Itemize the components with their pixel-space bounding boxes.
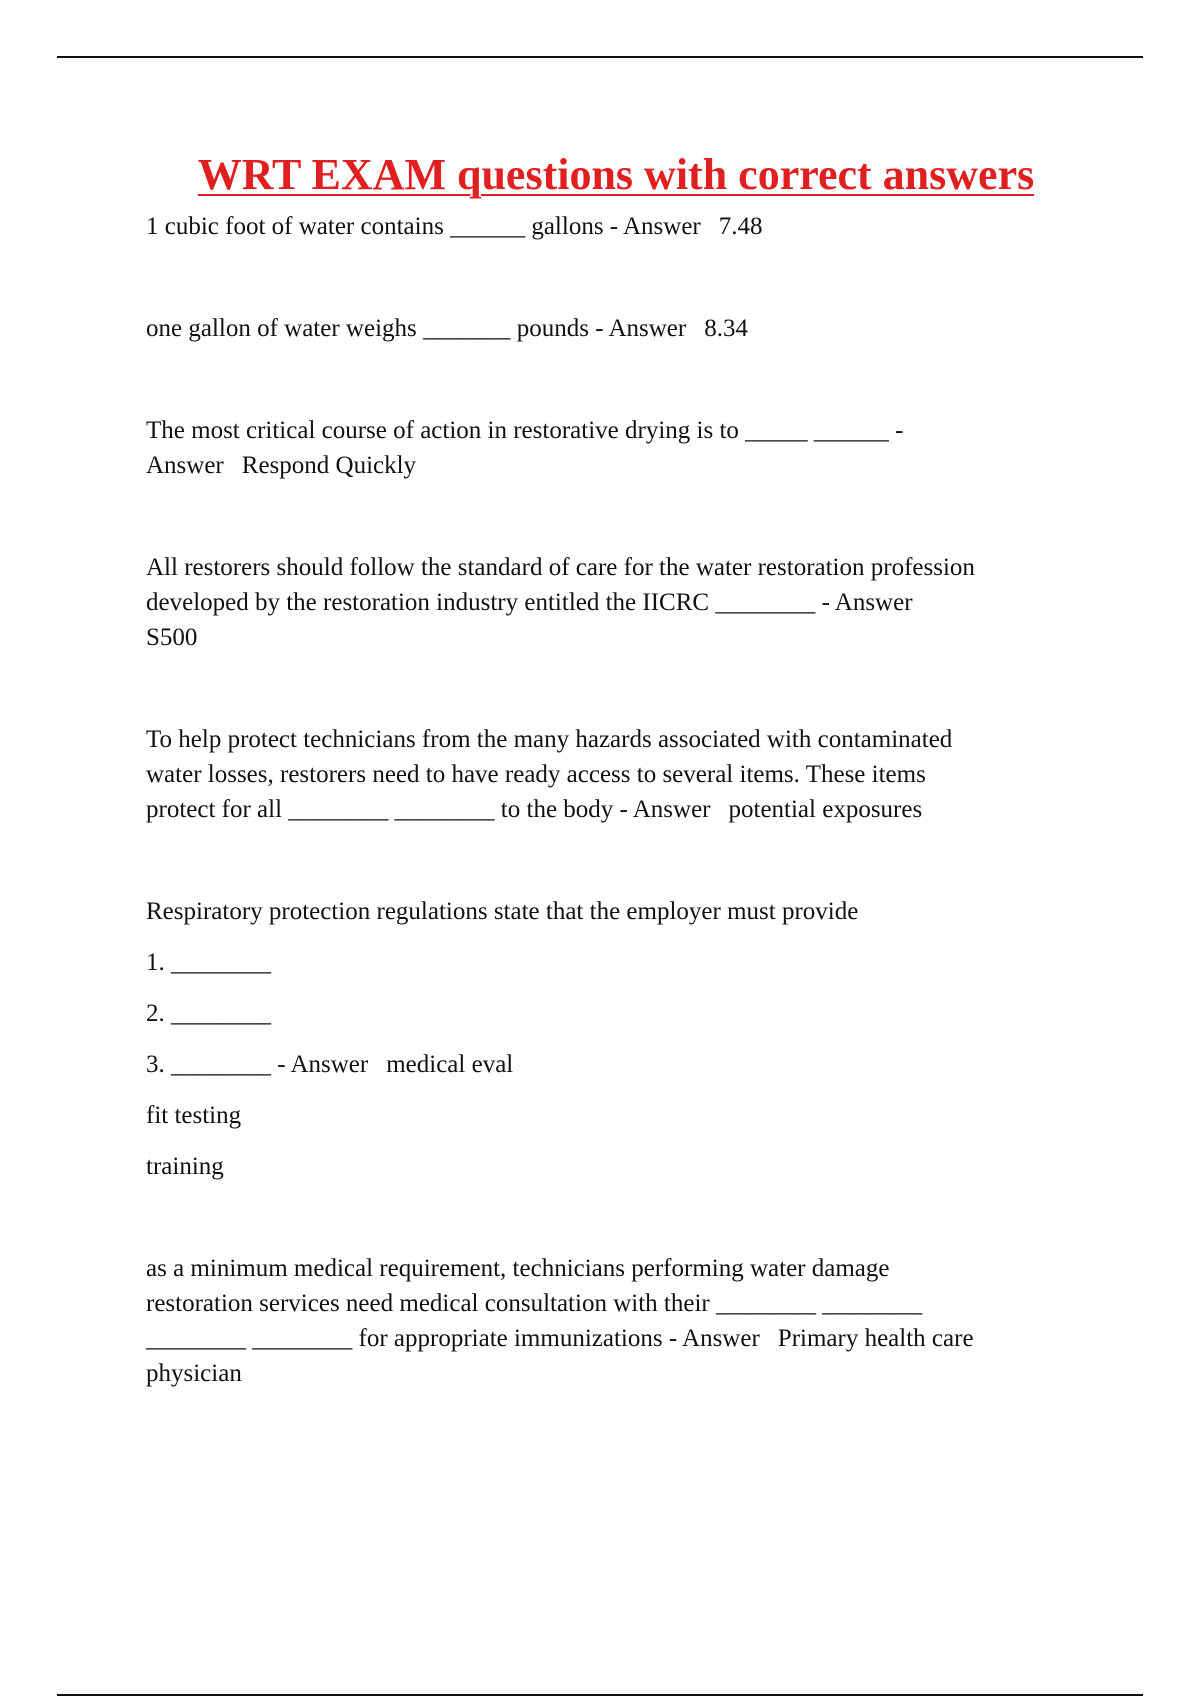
question-6-answer-2: fit testing xyxy=(146,1102,242,1129)
question-4-answer: S500 xyxy=(146,624,198,651)
question-5-line-1: To help protect technicians from the many hazards associated with contaminated xyxy=(146,726,953,753)
question-3-line-2 xyxy=(146,448,1086,483)
question-6-item-3-text: 3. ________ - Answer xyxy=(146,1051,369,1078)
question-5 xyxy=(146,722,1086,827)
question-2-text: one gallon of water weighs xyxy=(146,315,417,342)
question-1 xyxy=(146,209,1086,244)
document-body xyxy=(146,145,1086,1391)
question-4 xyxy=(146,550,1086,655)
question-4-line-2: developed by the restoration industry entitled the IICRC ________ - Answer xyxy=(146,589,913,616)
question-7-line-2: restoration services need medical consultation with their ________ ________ xyxy=(146,1290,923,1317)
question-7-line-3 xyxy=(146,1321,1086,1356)
question-7-line-1: as a minimum medical requirement, technicians performing water damage xyxy=(146,1255,890,1282)
bottom-rule xyxy=(57,1694,1143,1696)
question-6-item-1: 1. ________ xyxy=(146,949,271,976)
question-1-blank: ______ xyxy=(450,213,526,240)
question-5-line-3-text: protect for all ________ ________ to the body - Answer xyxy=(146,796,711,823)
question-5-answer: potential exposures xyxy=(728,796,923,823)
question-2-suffix: pounds - Answer xyxy=(516,315,687,342)
question-1-answer: 7.48 xyxy=(718,213,763,240)
question-6-item-3 xyxy=(146,1047,1086,1082)
question-7-answer-part-2: physician xyxy=(146,1360,242,1387)
question-3-answer-label: Answer xyxy=(146,452,224,479)
question-2-answer: 8.34 xyxy=(704,315,748,342)
question-5-line-2: water losses, restorers need to have ready access to several items. These items xyxy=(146,761,926,788)
question-3-line-1: The most critical course of action in restorative drying is to _____ ______ - xyxy=(146,417,904,444)
question-7-line-3-text: ________ ________ for appropriate immunizations - Answer xyxy=(146,1325,760,1352)
question-7 xyxy=(146,1251,1086,1391)
question-1-text: 1 cubic foot of water contains xyxy=(146,213,444,240)
question-6-intro: Respiratory protection regulations state that the employer must provide xyxy=(146,898,859,925)
question-2 xyxy=(146,311,1086,346)
question-5-line-3 xyxy=(146,792,1086,827)
question-7-answer-part-1: Primary health care xyxy=(777,1325,974,1352)
question-6-answer-3: training xyxy=(146,1153,224,1180)
document-title: WRT EXAM questions with correct answers xyxy=(197,150,1035,199)
question-6-answer-1: medical eval xyxy=(386,1051,514,1078)
question-6 xyxy=(146,894,1086,1184)
question-2-blank: _______ xyxy=(423,315,511,342)
question-3 xyxy=(146,413,1086,483)
question-4-line-1: All restorers should follow the standard of care for the water restoration profession xyxy=(146,554,975,581)
question-1-suffix: gallons - Answer xyxy=(531,213,701,240)
question-3-answer: Respond Quickly xyxy=(241,452,417,479)
question-6-item-2: 2. ________ xyxy=(146,1000,271,1027)
top-rule xyxy=(57,56,1143,58)
